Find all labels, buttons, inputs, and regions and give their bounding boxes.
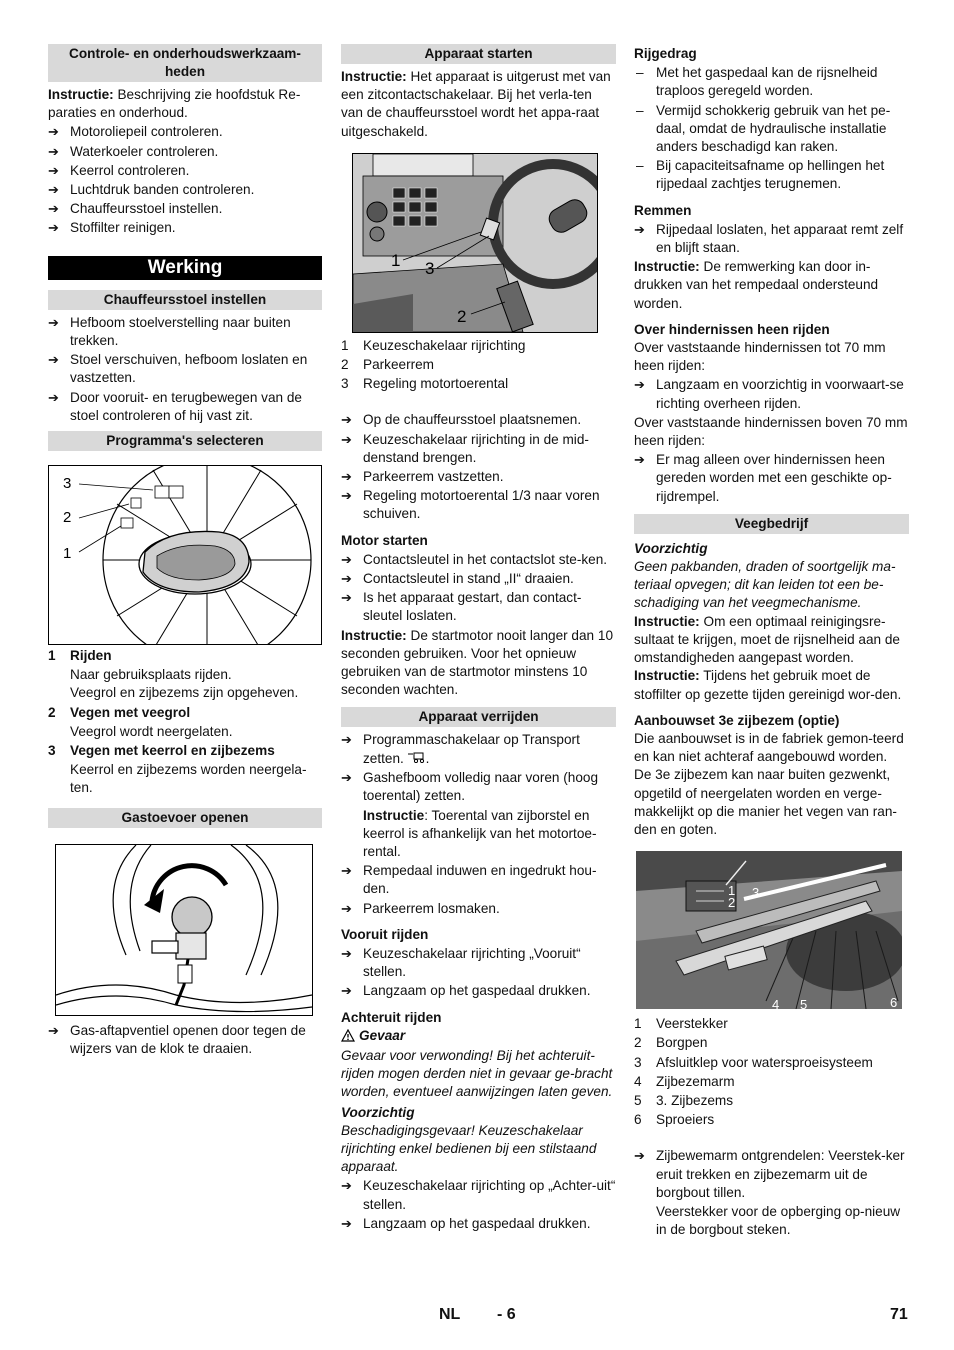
legend-number: 1 (634, 1016, 642, 1032)
figure-label: 6 (890, 995, 898, 1010)
list-item: ➔ Hefboom stoelverstelling naar buiten trekken. (48, 314, 322, 350)
list-item-note: Veerstekker voor de opberging op-nieuw in de borgbout steken. (656, 1203, 901, 1238)
danger-text: Gevaar voor verwonding! Bij het achteruit-rijden mogen derden niet in gevaar ge-bracht worden, eventueel aanwijzingen laten geven. (341, 1048, 613, 1100)
legend-text: 3. Zijbezems (656, 1092, 734, 1108)
sweep-instruction (634, 613, 909, 668)
figure-label: 5 (800, 997, 808, 1010)
list-item: ➔ Keerrol controleren. (48, 162, 322, 180)
list-item: ➔ Luchtdruk banden controleren. (48, 181, 322, 199)
legend-number: 3 (48, 743, 56, 759)
section-title-maintenance: Controle- en onderhoudswerkzaam-heden (48, 44, 322, 82)
legend-item (341, 337, 616, 355)
footer-page-number: 71 (890, 1306, 908, 1323)
footer-language: NL (439, 1306, 461, 1323)
legend-text: Sproeiers (656, 1112, 715, 1128)
list-item: ➔ Rijpedaal loslaten, het apparaat remt zelf en blijft staan. (634, 221, 909, 257)
section-title-start: Apparaat starten (341, 44, 616, 64)
subheading-motor-start: Motor starten (341, 532, 428, 548)
section-title-programs: Programma's selecteren (48, 431, 322, 451)
list-item: ➔ Gashefboom volledig naar voren (hoog toerental) zetten. (341, 769, 616, 805)
legend-text: Zijbezemarm (656, 1073, 735, 1089)
dashboard-illustration (353, 154, 597, 332)
list-item: ➔ Er mag alleen over hindernissen heen gereden worden met een geschikte op-rijdrempel. (634, 451, 909, 506)
subheading-brakes: Remmen (634, 202, 692, 218)
legend-text: Parkeerrem (363, 357, 435, 373)
instruction-label: Instructie: (48, 87, 114, 102)
legend-item (634, 1073, 909, 1091)
instruction-text: : Toerental van zijborstel en keerrol is afhankelijk van het motortoe-rental. (363, 807, 597, 859)
warning-triangle-icon (341, 1029, 355, 1047)
list-item: ➔ Regeling motortoerental 1/3 naar voren schuiven. (341, 487, 616, 523)
section-title-seat: Chauffeursstoel instellen (48, 290, 322, 310)
instruction-label: Instructie: (341, 627, 407, 643)
list-item: ➔ Keuzeschakelaar rijrichting op „Achter-uit“ stellen. (341, 1177, 616, 1213)
instruction-label: Instructie: (634, 259, 700, 275)
legend-text: Keerrol en zijbezems worden neergela-ten. (70, 762, 307, 796)
legend-item (634, 1015, 909, 1033)
subheading-side-broom-kit: Aanbouwset 3e zijbezem (optie) (634, 712, 840, 728)
list-item: ➔ Op de chauffeursstoel plaatsnemen. (341, 411, 616, 429)
instruction-text: De remwerking kan door in-drukken van het rempedaal ondersteund worden. (634, 259, 879, 311)
legend-text: Borgpen (656, 1035, 708, 1051)
list-item: ➔ Contactsleutel in het contactslot ste-ken. (341, 551, 616, 569)
brake-instruction (634, 258, 909, 313)
instruction-text: Om een optimaal reinigingsre-sultaat te krijgen, moet de rijsnelheid aan de omstandigheden aangepast worden. (634, 613, 900, 666)
legend-number: 5 (634, 1092, 642, 1108)
paragraph: De 3e zijbezem kan naar buiten gezwenkt, opgetild of neergelaten worden en verge-makkelijkt op die manier het vegen van ran-den en goten. (634, 767, 897, 837)
maintenance-instruction (48, 86, 322, 122)
legend-item (634, 1092, 909, 1110)
list-item-note (341, 807, 616, 862)
legend-item (634, 1034, 909, 1052)
motor-instruction (341, 627, 616, 700)
legend-number: 6 (634, 1112, 642, 1128)
paragraph: Over vaststaande hindernissen tot 70 mm heen rijden: (634, 340, 886, 374)
legend-text: Veerstekker (656, 1016, 728, 1032)
figure-gas-valve (55, 844, 313, 1016)
list-item: ➔ Stoffilter reinigen. (48, 219, 322, 237)
legend-title: Vegen met veegrol (70, 704, 191, 720)
list-item (341, 731, 616, 768)
legend-number: 2 (48, 704, 56, 720)
caution-text: Geen pakbanden, draden of soortgelijk ma-teriaal opvegen; dit kan leiden tot een be-schadiging van het veegmechanisme. (634, 559, 896, 611)
legend-item (341, 356, 616, 374)
legend-item (48, 704, 322, 722)
subheading-obstacles: Over hindernissen heen rijden (634, 321, 830, 337)
legend-text: Afsluitklep voor watersproeisysteem (656, 1054, 873, 1070)
figure-label: 1 (728, 883, 736, 899)
legend-number: 2 (634, 1035, 642, 1051)
danger-heading (341, 1027, 616, 1047)
section-title-sweeping: Veegbedrijf (634, 514, 909, 534)
instruction-label: Instructie: (341, 69, 407, 84)
side-broom-illustration (636, 851, 902, 1009)
figure-label: 3 (63, 475, 72, 493)
instruction-text: Tijdens het gebruik moet de stoffilter op gezette tijden gereinigd wor-den. (634, 668, 902, 702)
list-item: ➔ Langzaam op het gaspedaal drukken. (341, 1215, 616, 1233)
list-item: – Vermijd schokkerig gebruik van het pe-daal, omdat de hydraulische installatie anders beschadigd kan raken. (634, 102, 909, 157)
instruction-text: Het apparaat is uitgerust met van een zitcontactschakelaar. Bij het verla-ten van de chauffeursstoel wordt het appa-raat uitgeschakeld. (341, 69, 611, 139)
start-legend (341, 337, 616, 394)
legend-number: 1 (341, 337, 349, 353)
list-item: ➔ Parkeerrem losmaken. (341, 900, 616, 918)
legend-number: 1 (48, 648, 56, 664)
list-item: ➔ Contactsleutel in stand „II“ draaien. (341, 570, 616, 588)
list-item: ➔ Langzaam en voorzichtig in voorwaart-se richting overheen rijden. (634, 376, 909, 412)
caution-text: Beschadigingsgevaar! Keuzeschakelaar rijrichting enkel bedienen bij een stilstaand apparaat. (341, 1122, 597, 1175)
subheading-driving: Rijgedrag (634, 46, 697, 61)
legend-item (48, 742, 322, 760)
list-item: – Met het gaspedaal kan de rijsnelheid traploos geregeld worden. (634, 64, 909, 100)
paragraph: Over vaststaande hindernissen boven 70 mm heen rijden: (634, 414, 908, 449)
legend-title: Vegen met keerrol en zijbezems (70, 743, 275, 759)
figure-label: 3 (425, 258, 435, 278)
subheading-forward: Vooruit rijden (341, 926, 429, 942)
figure-label: 2 (63, 509, 72, 527)
list-item: ➔ Waterkoeler controleren. (48, 143, 322, 161)
legend-number: 2 (341, 357, 349, 373)
caution-label: Voorzichtig (341, 1104, 415, 1120)
legend-text: Regeling motortoerental (363, 376, 509, 392)
list-item: ➔ Zijbewemarm ontgrendelen: Veerstek-ker eruit trekken en zijbezemarm uit de borgbout tillen. (634, 1147, 909, 1202)
legend-text: Keuzeschakelaar rijrichting (363, 337, 526, 353)
maintenance-list (48, 123, 322, 237)
figure-label: 1 (391, 250, 401, 270)
program-selector-illustration (49, 466, 321, 644)
legend-item (634, 1054, 909, 1072)
gas-valve-illustration (56, 845, 312, 1015)
list-item: ➔ Keuzeschakelaar rijrichting „Vooruit“ stellen. (341, 945, 616, 981)
start-instruction (341, 68, 616, 141)
legend-text: Naar gebruiksplaats rijden. (70, 667, 232, 683)
list-item: ➔ Langzaam op het gaspedaal drukken. (341, 982, 616, 1000)
instruction-label: Instructie: (634, 613, 700, 629)
list-item: ➔ Is het apparaat gestart, dan contact-sleutel loslaten. (341, 589, 616, 625)
transport-icon (408, 750, 426, 768)
legend-item (634, 1111, 909, 1129)
figure-label: 2 (728, 895, 736, 911)
legend-item (48, 647, 322, 665)
caution-label: Voorzichtig (634, 540, 708, 556)
legend-title: Rijden (70, 648, 112, 664)
section-title-gas: Gastoevoer openen (48, 808, 322, 828)
list-item: ➔ Motoroliepeil controleren. (48, 123, 322, 141)
legend-text: Veegrol en zijbezems zijn opgeheven. (70, 685, 299, 701)
figure-label: 3 (752, 885, 760, 901)
start-steps (341, 411, 616, 523)
column-middle (341, 44, 616, 1234)
instruction-label: Instructie (363, 807, 425, 823)
figure-label: 1 (63, 545, 72, 563)
footer-local-page: - 6 (497, 1306, 516, 1323)
list-item-text: . (425, 750, 430, 766)
list-item: ➔ Stoel verschuiven, hefboom loslaten en vastzetten. (48, 351, 322, 387)
instruction-text: De startmotor nooit langer dan 10 seconden gebruiken. Voor het opnieuw gebruiken van de startmotor minstens 10 seconden wachten. (341, 627, 614, 698)
chapter-title-werking: Werking (48, 256, 322, 280)
list-item: ➔ Door vooruit- en terugbewegen van de stoel controleren of hij vast zit. (48, 389, 322, 425)
legend-number: 4 (634, 1073, 642, 1089)
list-item: ➔ Gas-aftapventiel openen door tegen de wijzers van de klok te draaien. (48, 1022, 322, 1058)
list-item: – Bij capaciteitsafname op hellingen het rijpedaal zachtjes terugnemen. (634, 157, 909, 193)
figure-program-selector (48, 465, 322, 645)
list-item: ➔ Keuzeschakelaar rijrichting in de mid-denstand brengen. (341, 431, 616, 467)
sweep-instruction (634, 667, 909, 703)
figure-label: 2 (457, 306, 467, 326)
legend-number: 3 (634, 1054, 642, 1070)
instruction-label: Instructie: (634, 668, 700, 684)
list-item-text: Programmaschakelaar op Transport zetten. (363, 732, 580, 766)
column-right (634, 44, 909, 1239)
program-legend (48, 647, 322, 798)
kit-legend (634, 1015, 909, 1129)
legend-item (341, 375, 616, 393)
danger-label: Gevaar (359, 1027, 406, 1043)
figure-side-broom (636, 851, 902, 1009)
subheading-reverse: Achteruit rijden (341, 1009, 442, 1025)
legend-number: 3 (341, 376, 349, 392)
paragraph: Die aanbouwset is in de fabriek gemon-teerd en kan niet achteraf aangebouwd worden. (634, 730, 904, 765)
list-item: ➔ Chauffeursstoel instellen. (48, 200, 322, 218)
figure-dashboard (352, 153, 598, 333)
list-item: ➔ Parkeerrem vastzetten. (341, 468, 616, 486)
column-left (48, 44, 322, 1059)
figure-label: 4 (772, 997, 780, 1010)
legend-text: Veegrol wordt neergelaten. (70, 723, 233, 739)
list-item: ➔ Rempedaal induwen en ingedrukt hou-den. (341, 862, 616, 898)
instruction-text: Beschrijving zie hoofdstuk Re-paraties en onderhoud. (48, 87, 301, 121)
section-title-move: Apparaat verrijden (341, 707, 616, 727)
